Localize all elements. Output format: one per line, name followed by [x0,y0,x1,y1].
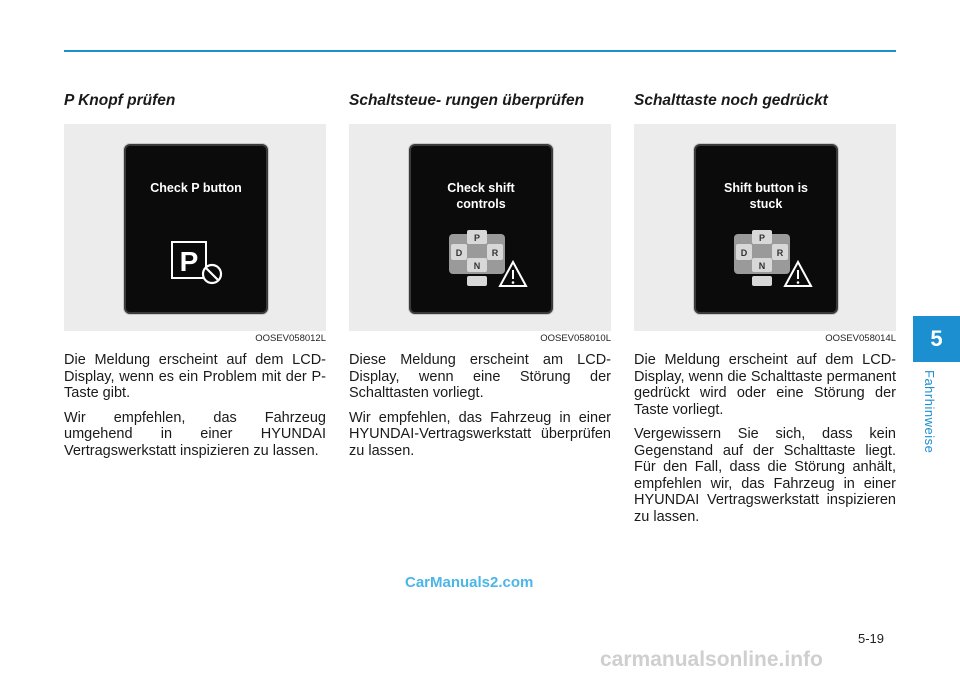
r-key-label: R [491,248,499,258]
lcd-message: Shift button is stuck [723,181,808,211]
section-side-label: Fahrhinweise [922,370,937,454]
d-key-label: D [740,248,748,258]
shift-buttons-icon [429,226,529,290]
section-check-p-button [64,92,326,467]
paragraph: Diese Meldung erscheint am LCD-Display, wenn eine Störung der Schalttasten vorliegt. [349,352,611,401]
chapter-tab: 5 [913,316,960,362]
page-number: 5-19 [858,631,885,646]
header-rule [64,50,896,52]
section-shift-button-stuck [634,92,896,533]
section-heading: Schaltsteue- rungen überprüfen [349,92,585,109]
lcd-display [694,144,838,314]
figure-lcd [64,124,326,331]
lcd-message: Check shift controls [447,181,515,211]
lcd-message: Check P button [150,181,242,195]
section-body [64,352,326,459]
paragraph: Wir empfehlen, das Fahrzeug in einer HYUNDAI-Vertragswerkstatt überprüfen zu lassen. [349,409,611,459]
figure-code: OOSEV058014L [825,333,896,344]
paragraph: Vergewissern Sie sich, dass kein Gegenstand auf der Schalttaste liegt. Für den Fall, dass die Störung anhält, empfehlen wir, das Fahrzeug in einer HYUNDAI Vertragswerkstatt inspizieren zu lassen. [634,426,896,525]
figure-lcd [634,124,896,331]
section-check-shift-controls [349,92,611,467]
d-key-label: D [455,248,463,258]
paragraph: Wir empfehlen, das Fahrzeug umgehend in einer HYUNDAI Vertragswerkstatt inspizieren zu lassen. [64,409,326,459]
p-button-prohibited-icon [170,238,230,288]
figure-code: OOSEV058010L [540,333,611,344]
paragraph: Die Meldung erscheint auf dem LCD-Display, wenn es ein Problem mit der P-Taste gibt. [64,352,326,401]
n-key-label: N [758,261,766,271]
section-body [349,352,611,459]
lcd-display [124,144,268,314]
r-key-label: R [776,248,784,258]
section-heading: P Knopf prüfen [64,92,176,109]
figure-lcd [349,124,611,331]
p-key-label: P [758,233,766,243]
figure-code: OOSEV058012L [255,333,326,344]
paragraph: Die Meldung erscheint auf dem LCD-Display, wenn die Schalttaste permanent gedrückt wird oder eine Störung der Taste vorliegt. [634,352,896,418]
section-body [634,352,896,525]
n-key-label: N [473,261,481,271]
section-heading: Schalttaste noch gedrückt [634,92,828,109]
p-letter: P [179,246,199,277]
lcd-display [409,144,553,314]
shift-buttons-icon [714,226,814,290]
p-key-label: P [473,233,481,243]
footer-watermark: carmanualsonline.info [600,648,823,671]
watermark-link[interactable]: CarManuals2.com [405,574,534,591]
